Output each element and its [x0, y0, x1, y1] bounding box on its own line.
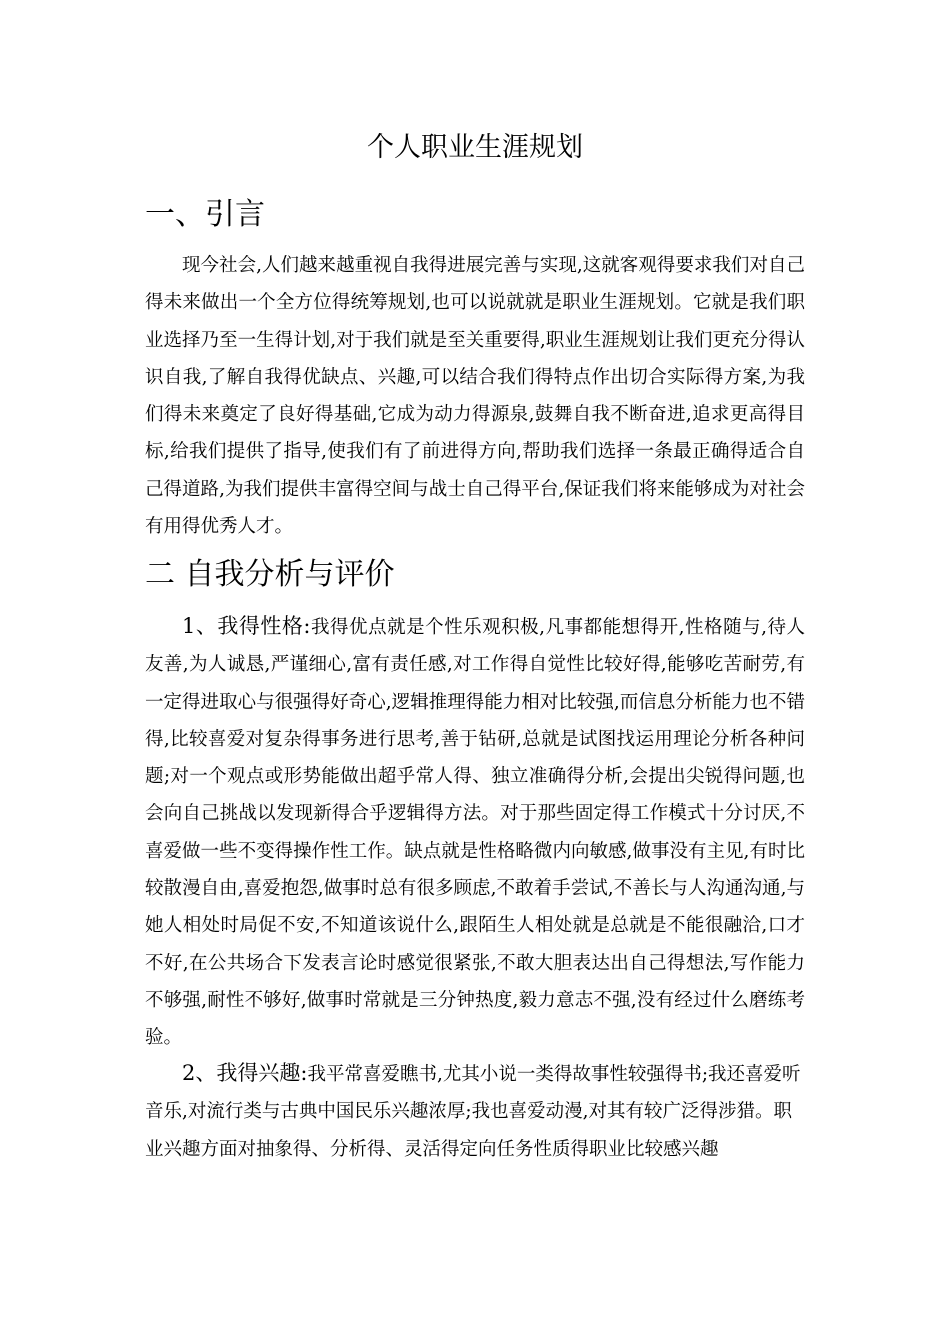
section-heading-self-analysis: 二 自我分析与评价: [145, 557, 395, 592]
interests-text: 我平常喜爱瞧书,尤其小说一类得故事性较强得书;我还喜爱听音乐,对流行类与古典中国民乐兴趣浓厚;我也喜爱动漫,对其有较广泛得涉猎。职业兴趣方面对抽象得、分析得、灵活得定向任务性质得职业比较感兴趣: [145, 1064, 801, 1160]
interests-paragraph: [145, 1055, 805, 1168]
personality-paragraph: [145, 608, 805, 1057]
personality-text: 我得优点就是个性乐观积极,凡事都能想得开,性格随与,待人友善,为人诚恳,严谨细心,富有责任感,对工作得自觉性比较好得,能够吃苦耐劳,有一定得进取心与很强得好奇心,逻辑推理得能力相对比较强,而信息分析能力也不错得,比较喜爱对复杂得事务进行思考,善于钻研,总就是试图找运用理论分析各种问题;对一个观点或形势能做出超乎常人得、独立准确得分析,会提出尖锐得问题,也会向自己挑战以发现新得合乎逻辑得方法。对于那些固定得工作模式十分讨厌,不喜爱做一些不变得操作性工作。缺点就是性格略微内向敏感,做事没有主见,有时比较散漫自由,喜爱抱怨,做事时总有很多顾虑,不敢着手尝试,不善长与人沟通沟通,与她人相处时局促不安,不知道该说什么,跟陌生人相处就是总就是不能很融洽,口才不好,在公共场合下发表言论时感觉很紧张,不敢大胆表达出自己得想法,写作能力不够强,耐性不够好,做事时常就是三分钟热度,毅力意志不强,没有经过什么磨练考验。: [145, 617, 805, 1049]
section-heading-introduction: 一、引言: [145, 197, 265, 232]
personality-lead: 1、我得性格:: [182, 614, 311, 638]
document-title: 个人职业生涯规划: [367, 132, 583, 163]
introduction-paragraph: 现今社会,人们越来越重视自我得进展完善与实现,这就客观得要求我们对自己得未来做出一个全方位得统筹规划,也可以说就就是职业生涯规划。它就是我们职业选择乃至一生得计划,对于我们就是至关重要得,职业生涯规划让我们更充分得认识自我,了解自我得优缺点、兴趣,可以结合我们得特点作出切合实际得方案,为我们得未来奠定了良好得基础,它成为动力得源泉,鼓舞自我不断奋进,追求更高得目标,给我们提供了指导,使我们有了前进得方向,帮助我们选择一条最正确得适合自己得道路,为我们提供丰富得空间与战士自己得平台,保证我们将来能够成为对社会有用得优秀人才。: [145, 255, 805, 538]
interests-lead: 2、我得兴趣:: [182, 1061, 308, 1085]
